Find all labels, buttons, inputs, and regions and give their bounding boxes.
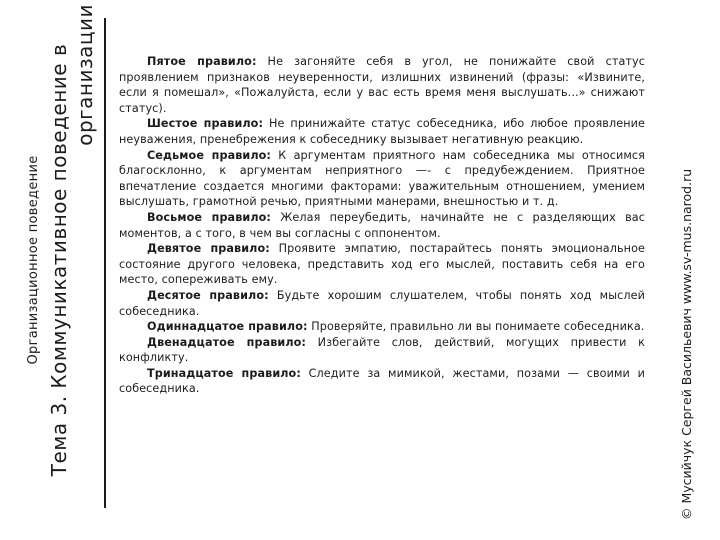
course-title: Организационное поведение [26, 155, 41, 365]
rule-paragraph [119, 288, 645, 319]
topic-title-line1: Тема 3. Коммуникативное поведение в [47, 43, 71, 477]
rule-text: Избегайте слов, действий, могущих привести к конфликту. [119, 335, 645, 365]
rules-text [119, 54, 645, 397]
rule-text: Не загоняйте себя в угол, не понижайте свой статус проявлением признаков неуверенности, излишних извинений (фразы: «Извините, если я помешал», «Пожалуйста, если у вас есть время меня выслушать...» снижают статус). [119, 55, 645, 115]
rule-title: Одиннадцатое правило: [147, 320, 308, 334]
copyright-notice: © Мусийчук Сергей Васильевич www.sv-mus.narod.ru [679, 168, 694, 520]
rule-title: Двенадцатое правило: [147, 335, 307, 349]
rule-title: Десятое правило: [147, 288, 269, 302]
rule-text: Следите за мимикой, жестами, позами — своими и собеседника. [119, 366, 645, 396]
rule-title: Шестое правило: [147, 117, 264, 131]
rule-paragraph [119, 241, 645, 288]
rule-title: Тринадцатое правило: [147, 366, 301, 380]
rule-paragraph [119, 335, 645, 366]
rule-paragraph [119, 54, 645, 116]
rule-text: Будьте хорошим слушателем, чтобы понять ход мыслей собеседника. [119, 288, 645, 318]
rule-text: Проявите эмпатию, постарайтесь понять эмоциональное состояние другого человека, представить ход его мыслей, поставить себя на его место, сопереживать ему. [119, 242, 645, 287]
rule-text: К аргументам приятного нам собеседника мы относимся благосклонно, к аргументам неприятного —- с предубеждением. Приятное впечатление создается многими факторами: уважительным отношением, умением выслушать, грамотной речью, приятными манерами, внешностью и т. д. [119, 148, 645, 209]
rule-paragraph [119, 366, 645, 397]
rule-text: Желая переубедить, начинайте не с разделяющих вас моментов, а с того, в чем вы согласны с оппонентом. [119, 210, 645, 240]
rule-text: Проверяйте, правильно ли вы понимаете собеседника. [307, 320, 645, 334]
divider-line [104, 18, 106, 508]
sidebar [0, 0, 112, 540]
rule-title: Девятое правило: [147, 242, 270, 256]
topic-title [46, 0, 98, 520]
rule-title: Седьмое правило: [147, 148, 271, 162]
rule-paragraph [119, 319, 645, 335]
rule-title: Пятое правило: [147, 55, 257, 68]
rule-text: Не принижайте статус собеседника, ибо любое проявление неуважения, пренебрежения к собеседнику вызывает негативную реакцию. [119, 117, 645, 146]
rule-paragraph [119, 210, 645, 241]
topic-title-line2: организации [73, 4, 97, 146]
rule-title: Восьмое правило: [147, 210, 271, 224]
rule-paragraph [119, 148, 645, 210]
rule-paragraph [119, 116, 645, 147]
